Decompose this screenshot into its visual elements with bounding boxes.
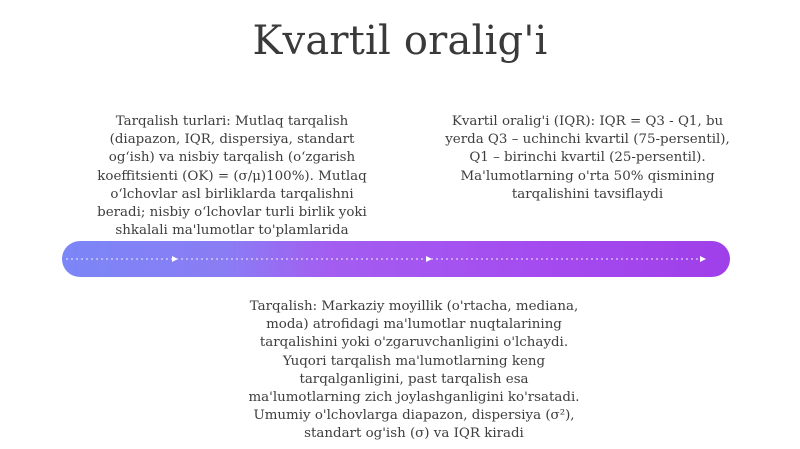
text-block-dispersion [224,298,604,444]
timeline-bar [62,241,730,277]
text-line: Tarqalish: Markaziy moyillik (o'rtacha, mediana, [249,299,579,314]
text-line: tarqalganligini, past tarqalish esa [299,371,529,387]
text-block-spread-types [72,113,392,259]
text-line: Kvartil oralig'i (IQR): IQR = Q3 - Q1, bu [451,114,724,129]
text-block-iqr [420,113,755,204]
arrow-marker [700,256,706,262]
text-line: o‘lchovlar asl birliklarda tarqalishni [110,186,354,202]
text-line: og‘ish) va nisbiy tarqalish (o‘zgarish [108,150,356,166]
text-line: moda) atrofidagi ma'lumotlar nuqtalarining [266,317,562,333]
text-line: koeffitsienti (OK) = (σ/μ)100%). Mutlaq [97,168,367,184]
timeline-arrows [62,241,730,277]
text-line: tarqalishini yoki o'zgaruvchanligini o'lchaydi. [259,335,569,351]
text-line: (diapazon, IQR, dispersiya, standart [109,132,355,148]
text-line: Tarqalish turlari: Mutlaq tarqalish [115,114,349,129]
text-line: yerda Q3 – uchinchi kvartil (75-persentil), [445,132,730,148]
text-line: Q1 – birinchi kvartil (25-persentil). [469,150,706,166]
text-line: shkalali ma'lumotlar to'plamlarida [115,223,349,239]
text-line: standart og'ish (σ) va IQR kiradi [304,426,524,442]
arrow-marker [426,256,432,262]
text-line: Yuqori tarqalish ma'lumotlarning keng [282,353,546,369]
arrow-marker [172,256,178,262]
text-line: beradi; nisbiy o‘lchovlar turli birlik yoki [97,205,367,221]
text-line: tarqalishini tavsiflaydi [511,186,664,202]
text-line: Umumiy o'lchovlarga diapazon, dispersiya (σ²), [253,408,575,424]
text-line: ma'lumotlarning zich joylashganligini ko'rsatadi. [248,390,580,406]
slide-title: Kvartil oralig'i [252,18,548,64]
text-line: Ma'lumotlarning o'rta 50% qismining [460,168,715,184]
